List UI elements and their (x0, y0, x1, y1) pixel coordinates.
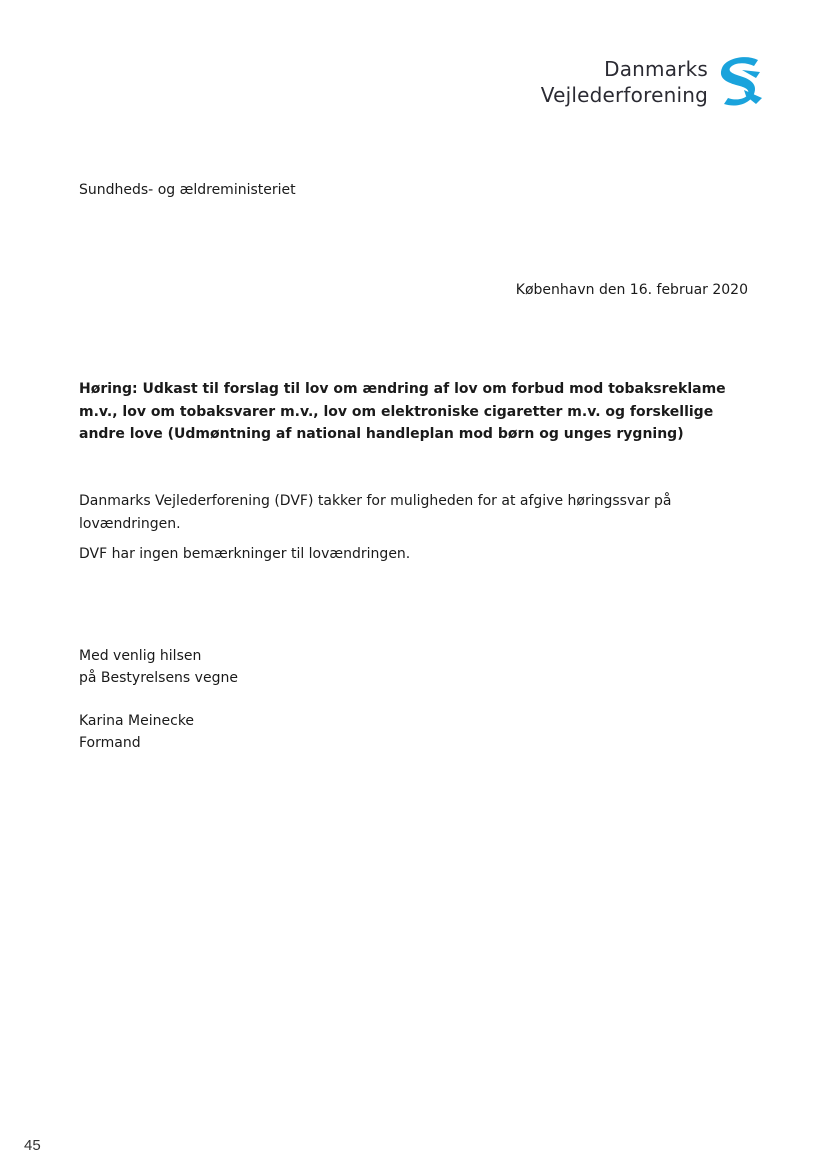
closing (79, 645, 238, 689)
date-line: København den 16. februar 2020 (515, 282, 748, 298)
logo-line-1: Danmarks (604, 57, 708, 81)
signature-title: Formand (79, 735, 141, 751)
subject-heading: Høring: Udkast til forslag til lov om ændring af lov om forbud mod tobaksreklame m.v., lov om tobaksvarer m.v., lov om elektroniske cigaretter m.v. og forskellige andre love (Udmøntning af national handleplan mod børn og unges rygning) (79, 381, 726, 442)
signature (79, 710, 194, 754)
closing-line-2: på Bestyrelsens vegne (79, 670, 238, 686)
body-paragraph-1: Danmarks Vejlederforening (DVF) takker for muligheden for at afgive høringssvar på lovændringen. (79, 493, 672, 532)
dvf-logo (530, 52, 770, 114)
page-number: 45 (24, 1137, 41, 1154)
recipient: Sundheds- og ældreministeriet (79, 182, 296, 198)
logo-line-2: Vejlederforening (540, 83, 708, 107)
letter-body (79, 490, 689, 574)
logo-text (541, 56, 708, 108)
body-paragraph-2: DVF har ingen bemærkninger til lovændringen. (79, 546, 411, 562)
closing-line-1: Med venlig hilsen (79, 648, 202, 664)
dvf-logo-mark-icon (716, 54, 764, 110)
signature-name: Karina Meinecke (79, 713, 195, 729)
